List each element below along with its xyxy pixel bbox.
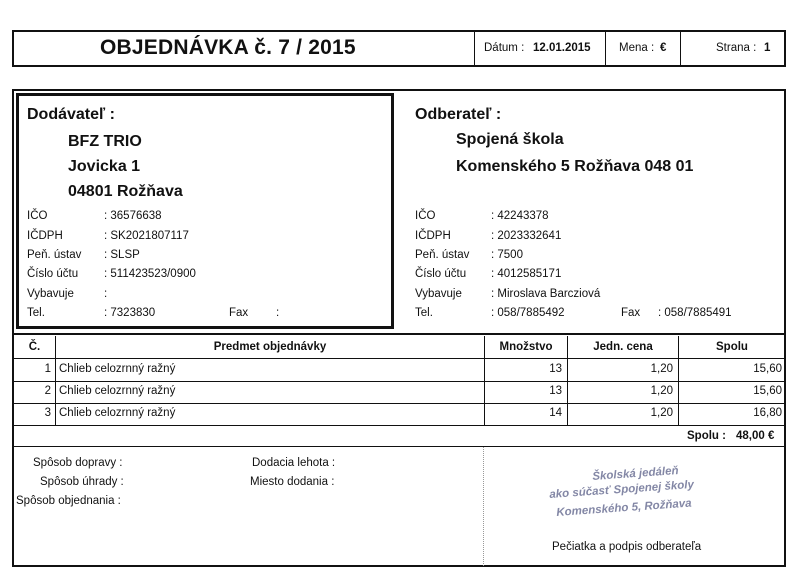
sum-label: Spolu :: [687, 430, 726, 442]
header-divider-2: [605, 31, 606, 66]
supplier-field-label: IČO: [27, 210, 48, 222]
supplier-field-label: Tel.: [27, 307, 45, 319]
supplier-heading: Dodávateľ :: [27, 106, 115, 123]
delivery-place-label: Miesto dodania :: [250, 476, 335, 488]
row-no: 2: [44, 385, 51, 397]
page-label: Strana :: [716, 42, 757, 54]
page-value: 1: [764, 42, 771, 54]
supplier-field-label: Číslo účtu: [27, 268, 79, 280]
document-title: OBJEDNÁVKA č. 7 / 2015: [100, 36, 356, 59]
row-line: [13, 425, 785, 426]
row-price: 1,20: [650, 407, 673, 419]
customer-field-value: : 2023332641: [491, 230, 562, 242]
customer-field-value: : Miroslava Barcziová: [491, 288, 601, 300]
header-divider-1: [474, 31, 475, 66]
row-line: [13, 381, 785, 382]
row-qty: 13: [549, 385, 562, 397]
stamp-line: ako súčasť Spojenej školy: [549, 478, 695, 501]
row-qty: 13: [549, 363, 562, 375]
supplier-city: 04801 Rožňava: [68, 183, 183, 200]
row-price: 1,20: [650, 385, 673, 397]
supplier-field-value: :: [104, 288, 108, 300]
row-total: 15,60: [753, 385, 782, 397]
customer-field-label: Peň. ústav: [415, 249, 470, 261]
delivery-term-label: Dodacia lehota :: [252, 457, 336, 469]
supplier-fax-label: Fax: [229, 307, 249, 319]
transport-label: Spôsob dopravy :: [33, 457, 123, 469]
row-line: [13, 403, 785, 404]
order-method-label: Spôsob objednania :: [16, 495, 121, 507]
supplier-name: BFZ TRIO: [68, 133, 142, 150]
date-label: Dátum :: [484, 42, 525, 54]
row-qty: 14: [549, 407, 562, 419]
customer-field-value: : 4012585171: [491, 268, 562, 280]
supplier-field-value: : 7323830: [104, 307, 156, 319]
row-total: 15,60: [753, 363, 782, 375]
sum-line: [13, 446, 785, 447]
supplier-field-label: Vybavuje: [27, 288, 74, 300]
customer-field-label: Tel.: [415, 307, 433, 319]
supplier-street: Jovicka 1: [68, 158, 141, 175]
row-no: 3: [44, 407, 51, 419]
signature-divider: [483, 447, 484, 566]
col-header-qty: Množstvo: [499, 341, 553, 353]
customer-field-value: : 42243378: [491, 210, 549, 222]
table-header-bottom: [13, 358, 785, 359]
customer-fax-value: : 058/7885491: [658, 307, 732, 319]
customer-field-label: IČO: [415, 210, 436, 222]
stamp-line: Komenského 5, Rožňava: [556, 497, 692, 519]
customer-fax-label: Fax: [621, 307, 641, 319]
row-item: Chlieb celozrnný ražný: [59, 407, 176, 419]
col-header-total: Spolu: [716, 341, 748, 353]
supplier-field-value: : SK2021807117: [104, 230, 189, 242]
payment-label: Spôsob úhrady :: [40, 476, 124, 488]
currency-label: Mena :: [619, 42, 655, 54]
signature-label: Pečiatka a podpis odberateľa: [552, 541, 702, 553]
customer-name: Spojená škola: [456, 131, 564, 148]
row-total: 16,80: [753, 407, 782, 419]
customer-field-value: : 058/7885492: [491, 307, 565, 319]
stamp-line: Školská jedáleň: [592, 464, 679, 483]
supplier-field-value: : SLSP: [104, 249, 140, 261]
customer-field-label: Vybavuje: [415, 288, 462, 300]
row-no: 1: [44, 363, 51, 375]
supplier-field-label: IČDPH: [27, 230, 63, 242]
row-item: Chlieb celozrnný ražný: [59, 385, 176, 397]
row-item: Chlieb celozrnný ražný: [59, 363, 176, 375]
customer-heading: Odberateľ :: [415, 106, 502, 123]
col-header-price: Jedn. cena: [593, 341, 653, 353]
currency-value: €: [660, 42, 667, 54]
supplier-field-value: : 511423523/0900: [104, 268, 196, 280]
supplier-field-label: Peň. ústav: [27, 249, 82, 261]
customer-field-label: Číslo účtu: [415, 268, 467, 280]
supplier-fax-value: :: [276, 307, 280, 319]
col-header-no: Č.: [28, 341, 41, 353]
sum-value: 48,00 €: [736, 430, 775, 442]
customer-field-label: IČDPH: [415, 230, 451, 242]
header-divider-3: [680, 31, 681, 66]
customer-address: Komenského 5 Rožňava 048 01: [456, 158, 694, 175]
col-header-item: Predmet objednávky: [213, 341, 327, 353]
supplier-field-value: : 36576638: [104, 210, 162, 222]
date-value: 12.01.2015: [533, 42, 591, 54]
row-price: 1,20: [650, 363, 673, 375]
customer-field-value: : 7500: [491, 249, 523, 261]
